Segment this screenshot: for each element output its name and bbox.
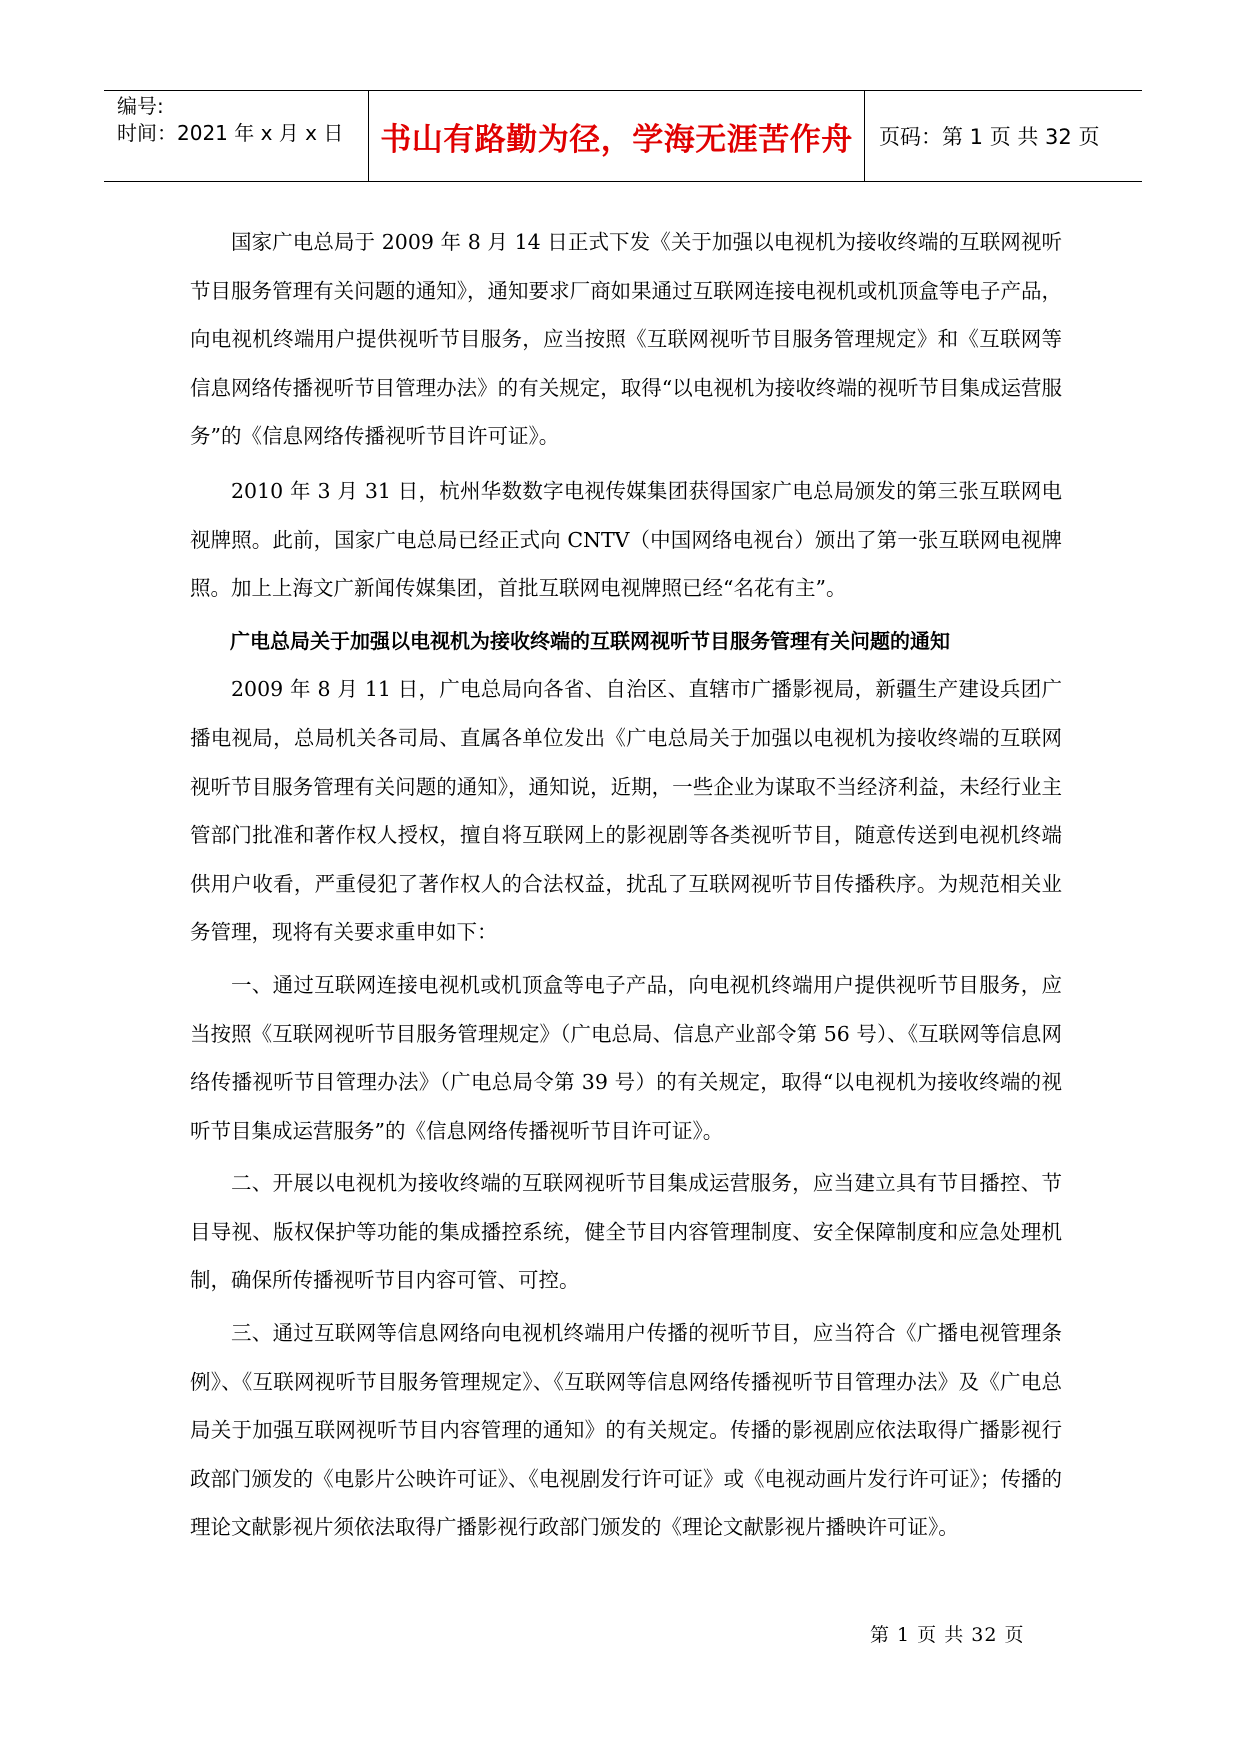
header-meta	[104, 91, 369, 181]
paragraph: 三、通过互联网等信息网络向电视机终端用户传播的视听节目，应当符合《广播电视管理条例》、《互联网视听节目服务管理规定》、《互联网等信息网络传播视听节目管理办法》及《广电总局关于加强互联网视听节目内容管理的通知》的有关规定。传播的影视剧应依法取得广播影视行政部门颁发的《电影片公映许可证》、《电视剧发行许可证》或《电视动画片发行许可证》；传播的理论文献影视片须依法取得广播影视行政部门颁发的《理论文献影视片播映许可证》。	[190, 1321, 1062, 1540]
page-footer: 第 1 页 共 32 页	[870, 1624, 1025, 1646]
header-time-label: 时间：2021 年 x 月 x 日	[117, 121, 344, 145]
header-page-label: 页码：第 1 页 共 32 页	[879, 125, 1100, 149]
paragraph: 2010 年 3 月 31 日，杭州华数数字电视传媒集团获得国家广电总局颁发的第三张互联网电视牌照。此前，国家广电总局已经正式向 CNTV（中国网络电视台）颁出了第一张互联网电视牌照。加上上海文广新闻传媒集团，首批互联网电视牌照已经“名花有主”。	[190, 478, 1062, 601]
document-header	[104, 90, 1142, 182]
header-number-label: 编号:	[117, 94, 164, 118]
paragraph: 2009 年 8 月 11 日，广电总局向各省、自治区、直辖市广播影视局，新疆生产建设兵团广播电视局，总局机关各司局、直属各单位发出《广电总局关于加强以电视机为接收终端的互联网视听节目服务管理有关问题的通知》，通知说，近期，一些企业为谋取不当经济利益，未经行业主管部门批准和著作权人授权，擅自将互联网上的影视剧等各类视听节目，随意传送到电视机终端供用户收看，严重侵犯了著作权人的合法权益，扰乱了互联网视听节目传播秩序。为规范相关业务管理，现将有关要求重申如下：	[190, 677, 1062, 945]
header-slogan: 书山有路勤为径，学海无涯苦作舟	[369, 91, 865, 181]
document-body	[190, 218, 1062, 1552]
paragraph: 一、通过互联网连接电视机或机顶盒等电子产品，向电视机终端用户提供视听节目服务，应当按照《互联网视听节目服务管理规定》（广电总局、信息产业部令第 56 号）、《互联网等信息网络传播视听节目管理办法》（广电总局令第 39 号）的有关规定，取得“以电视机为接收终端的视听节目集成运营服务”的《信息网络传播视听节目许可证》。	[190, 972, 1062, 1143]
paragraph: 二、开展以电视机为接收终端的互联网视听节目集成运营服务，应当建立具有节目播控、节目导视、版权保护等功能的集成播控系统，健全节目内容管理制度、安全保障制度和应急处理机制，确保所传播视听节目内容可管、可控。	[190, 1171, 1062, 1293]
section-heading: 广电总局关于加强以电视机为接收终端的互联网视听节目服务管理有关问题的通知	[230, 628, 950, 653]
paragraph: 国家广电总局于 2009 年 8 月 14 日正式下发《关于加强以电视机为接收终端的互联网视听节目服务管理有关问题的通知》，通知要求厂商如果通过互联网连接电视机或机顶盒等电子产品，向电视机终端用户提供视听节目服务，应当按照《互联网视听节目服务管理规定》和《互联网等信息网络传播视听节目管理办法》的有关规定，取得“以电视机为接收终端的视听节目集成运营服务”的《信息网络传播视听节目许可证》。	[190, 230, 1062, 449]
